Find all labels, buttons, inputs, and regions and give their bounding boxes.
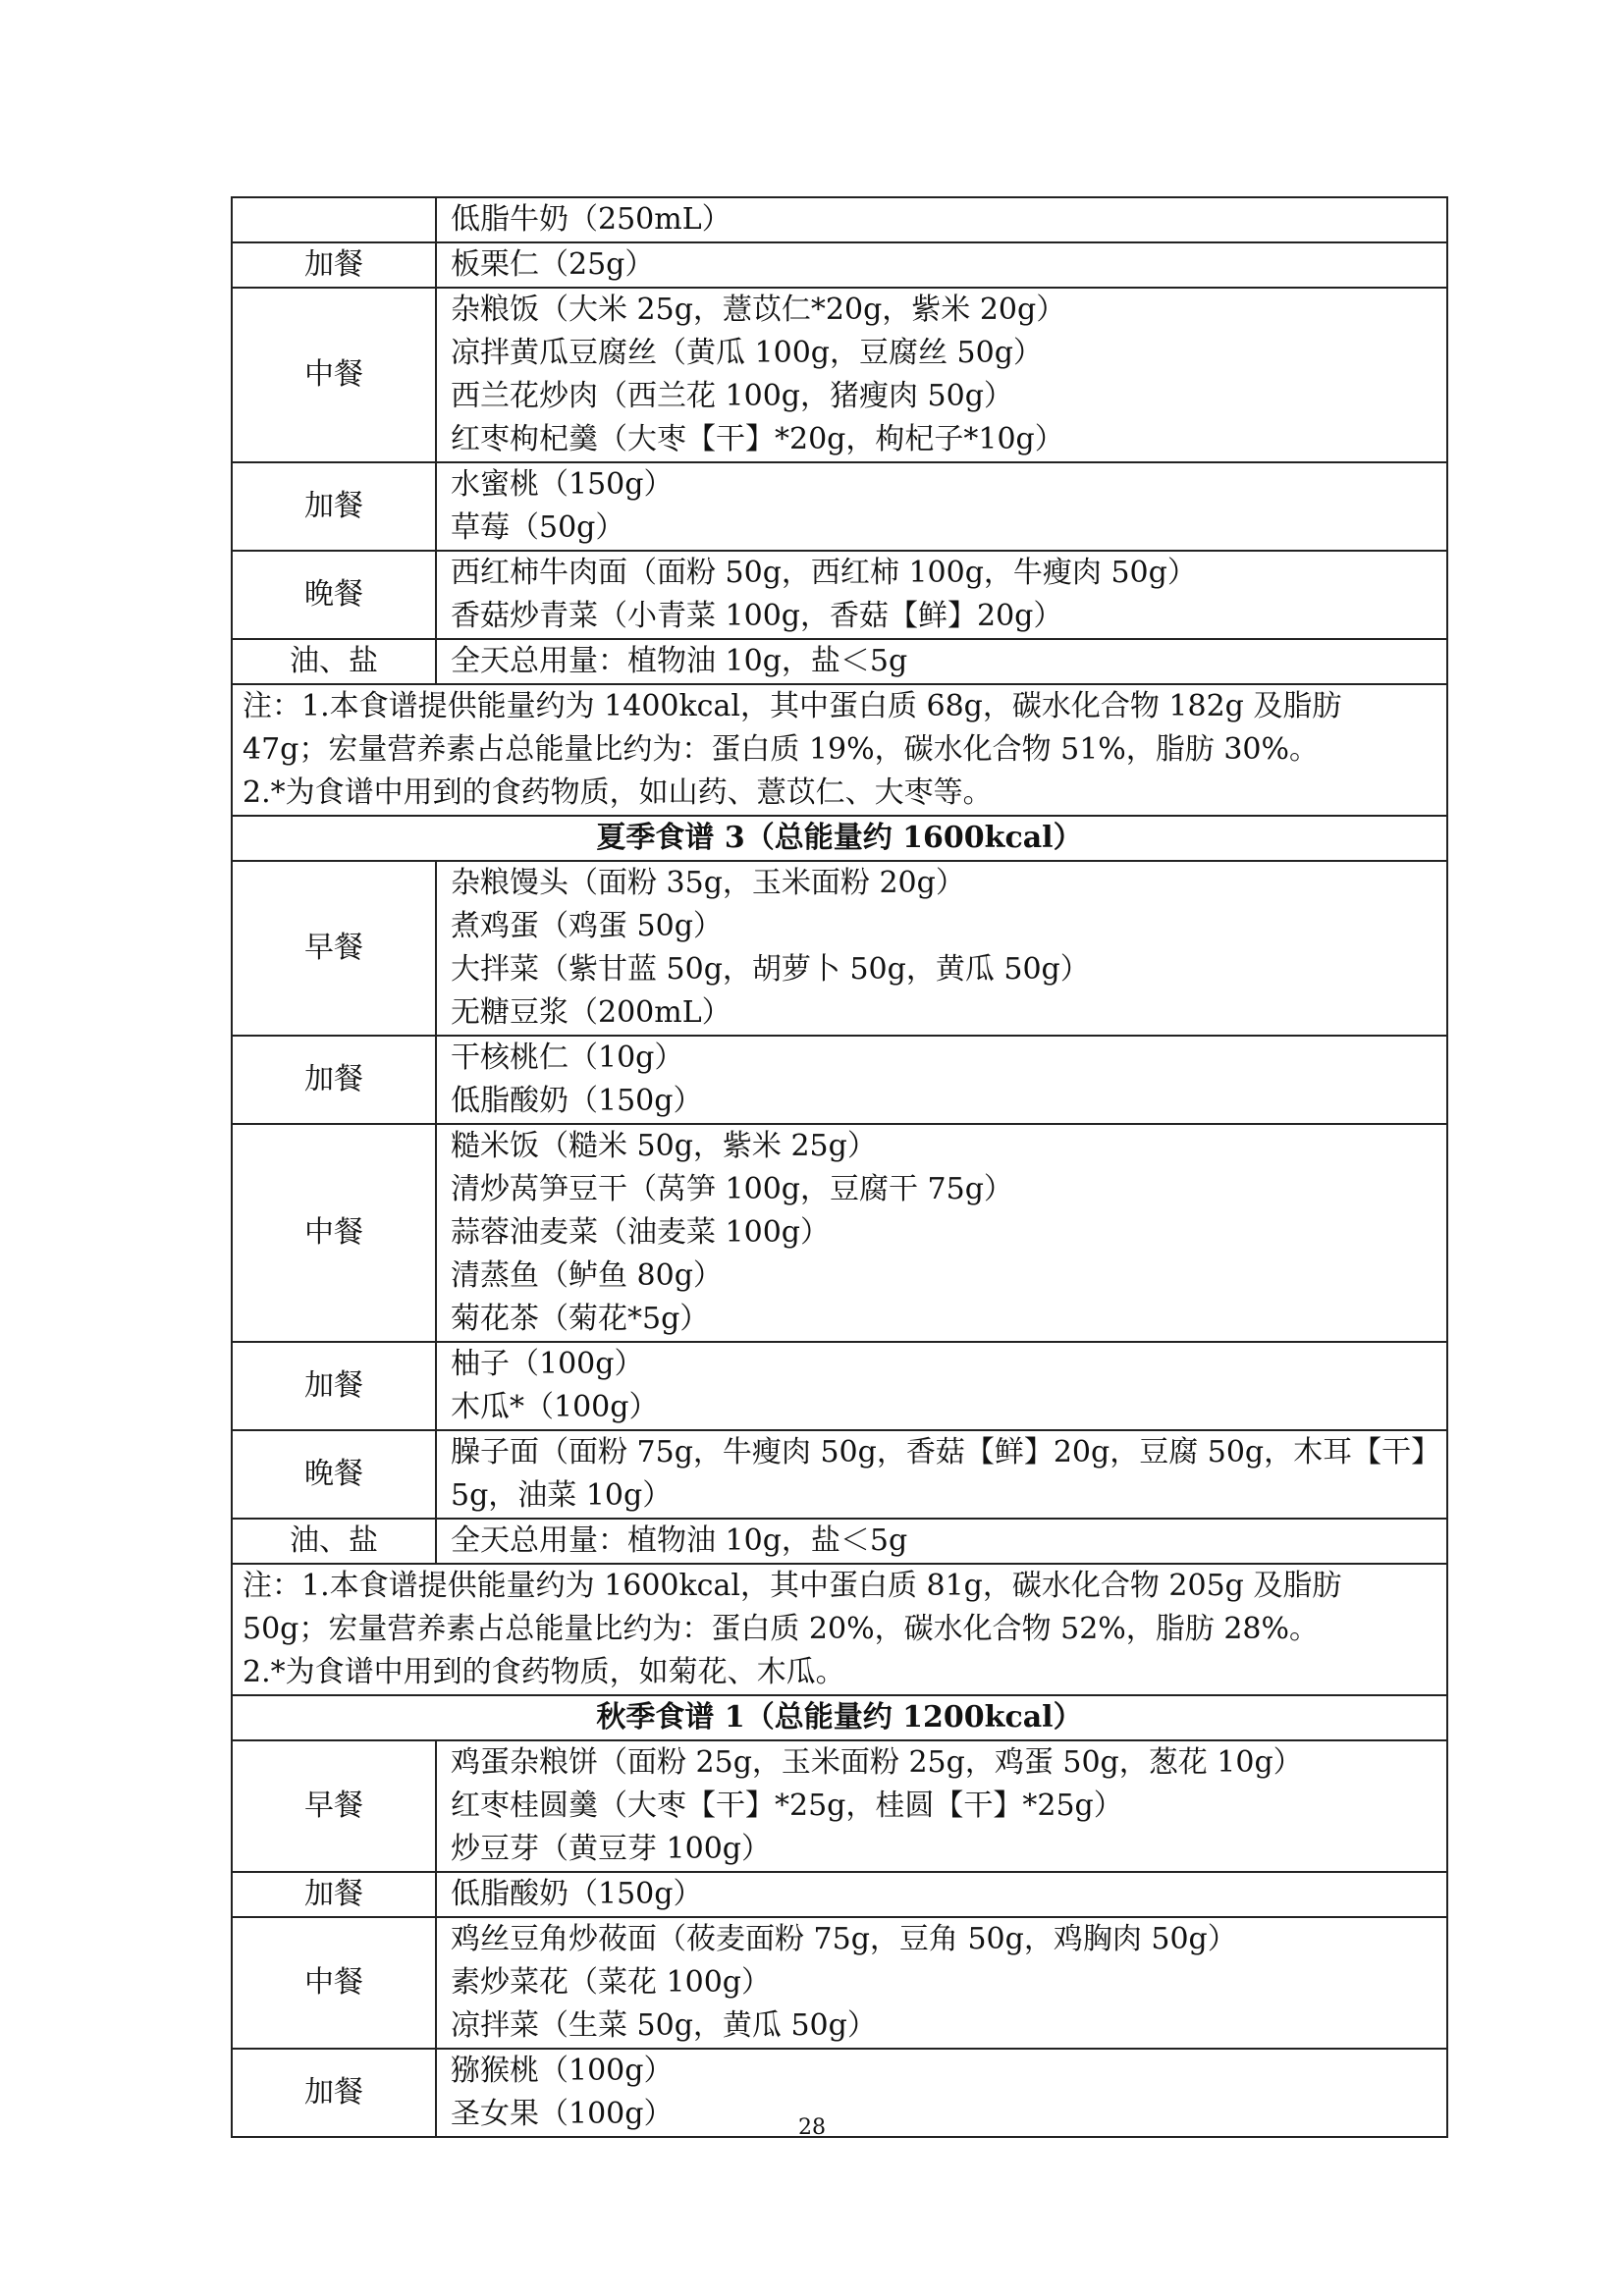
meal-row	[232, 1917, 1447, 2049]
meal-row	[232, 1342, 1447, 1430]
meal-item: 凉拌黄瓜豆腐丝（黄瓜 100g，豆腐丝 50g）	[451, 336, 1043, 370]
note-line: 注：1.本食谱提供能量约为 1400kcal，其中蛋白质 68g，碳水化合物 182g 及脂肪	[243, 689, 1342, 723]
meal-item: 柚子（100g）	[451, 1347, 644, 1381]
meal-name-cell: 油、盐	[232, 639, 436, 684]
meal-item: 杂粮饭（大米 25g，薏苡仁*20g，紫米 20g）	[451, 293, 1066, 327]
meal-item: 全天总用量：植物油 10g，盐＜5g	[451, 1523, 908, 1558]
note-line: 注：1.本食谱提供能量约为 1600kcal，其中蛋白质 81g，碳水化合物 205g 及脂肪	[243, 1569, 1342, 1603]
meal-row	[232, 1124, 1447, 1342]
meal-item: 红枣桂圆羹（大枣【干】*25g，桂圆【干】*25g）	[451, 1789, 1123, 1823]
meal-item: 蒜蓉油麦菜（油麦菜 100g）	[451, 1215, 831, 1250]
meal-items-cell	[436, 1519, 1447, 1564]
meal-items-cell	[436, 861, 1447, 1036]
meal-row	[232, 1872, 1447, 1917]
meal-items-cell	[436, 1124, 1447, 1342]
meal-name-cell: 晚餐	[232, 551, 436, 639]
meal-name-cell: 晚餐	[232, 1430, 436, 1519]
meal-item: 西兰花炒肉（西兰花 100g，猪瘦肉 50g）	[451, 379, 1013, 413]
meal-name-cell: 中餐	[232, 1124, 436, 1342]
meal-item: 圣女果（100g）	[451, 2097, 674, 2131]
menu-title: 秋季食谱 1（总能量约 1200kcal）	[232, 1695, 1447, 1740]
meal-item: 臊子面（面粉 75g，牛瘦肉 50g，香菇【鲜】20g，豆腐 50g，木耳【干】	[451, 1435, 1441, 1469]
meal-item: 水蜜桃（150g）	[451, 467, 674, 502]
meal-name-cell: 中餐	[232, 1917, 436, 2049]
note-line: 2.*为食谱中用到的食药物质，如山药、薏苡仁、大枣等。	[243, 775, 993, 810]
meal-item: 干核桃仁（10g）	[451, 1041, 684, 1075]
meal-item: 菊花茶（菊花*5g）	[451, 1302, 710, 1336]
meal-item: 清炒莴笋豆干（莴笋 100g，豆腐干 75g）	[451, 1172, 1013, 1206]
meal-items-cell	[436, 1430, 1447, 1519]
meal-row	[232, 551, 1447, 639]
meal-item: 大拌菜（紫甘蓝 50g，胡萝卜 50g，黄瓜 50g）	[451, 952, 1090, 987]
meal-items-cell	[436, 551, 1447, 639]
nutrition-note-cell	[232, 684, 1447, 816]
meal-item: 杂粮馒头（面粉 35g，玉米面粉 20g）	[451, 866, 965, 900]
meal-row	[232, 639, 1447, 684]
meal-items-cell	[436, 1036, 1447, 1124]
menu-title-row	[232, 816, 1447, 861]
meal-row	[232, 861, 1447, 1036]
meal-row	[232, 1430, 1447, 1519]
meal-item: 草莓（50g）	[451, 510, 625, 545]
meal-row	[232, 197, 1447, 242]
meal-items-cell	[436, 1342, 1447, 1430]
meal-items-cell	[436, 1740, 1447, 1872]
meal-name-cell: 早餐	[232, 1740, 436, 1872]
meal-items-cell	[436, 288, 1447, 462]
meal-row	[232, 1519, 1447, 1564]
meal-item: 低脂酸奶（150g）	[451, 1877, 703, 1911]
meal-row	[232, 288, 1447, 462]
meal-item: 木瓜*（100g）	[451, 1390, 659, 1424]
menu-title-row	[232, 1695, 1447, 1740]
meal-item: 5g，油菜 10g）	[451, 1478, 673, 1513]
meal-items-cell	[436, 639, 1447, 684]
meal-items-cell	[436, 1917, 1447, 2049]
meal-name-cell: 油、盐	[232, 1519, 436, 1564]
meal-row	[232, 242, 1447, 288]
meal-item: 无糖豆浆（200mL）	[451, 995, 731, 1030]
meal-item: 香菇炒青菜（小青菜 100g，香菇【鲜】20g）	[451, 599, 1063, 633]
meal-name-cell: 加餐	[232, 1872, 436, 1917]
menu-title: 夏季食谱 3（总能量约 1600kcal）	[232, 816, 1447, 861]
menu-table	[231, 196, 1448, 2138]
note-line: 2.*为食谱中用到的食药物质，如菊花、木瓜。	[243, 1655, 845, 1689]
meal-item: 板栗仁（25g）	[451, 247, 655, 282]
meal-items-cell	[436, 1872, 1447, 1917]
meal-name-cell	[232, 197, 436, 242]
meal-row	[232, 1036, 1447, 1124]
meal-item: 猕猴桃（100g）	[451, 2054, 674, 2088]
note-row	[232, 684, 1447, 816]
meal-item: 鸡蛋杂粮饼（面粉 25g，玉米面粉 25g，鸡蛋 50g，葱花 10g）	[451, 1745, 1303, 1780]
meal-item: 素炒菜花（菜花 100g）	[451, 1965, 772, 2000]
meal-name-cell: 早餐	[232, 861, 436, 1036]
meal-items-cell	[436, 242, 1447, 288]
menu-table-body	[232, 197, 1447, 2137]
meal-item: 鸡丝豆角炒莜面（莜麦面粉 75g，豆角 50g，鸡胸肉 50g）	[451, 1922, 1237, 1956]
meal-name-cell: 加餐	[232, 1036, 436, 1124]
note-line: 50g；宏量营养素占总能量比约为：蛋白质 20%，碳水化合物 52%，脂肪 28%。	[243, 1612, 1320, 1646]
meal-item: 清蒸鱼（鲈鱼 80g）	[451, 1258, 723, 1293]
meal-name-cell: 加餐	[232, 2049, 436, 2137]
meal-item: 全天总用量：植物油 10g，盐＜5g	[451, 644, 908, 678]
meal-item: 低脂酸奶（150g）	[451, 1084, 703, 1118]
meal-item: 凉拌菜（生菜 50g，黄瓜 50g）	[451, 2008, 877, 2043]
meal-name-cell: 加餐	[232, 242, 436, 288]
page-number: 28	[798, 2115, 826, 2140]
meal-item: 低脂牛奶（250mL）	[451, 202, 731, 237]
meal-name-cell: 中餐	[232, 288, 436, 462]
meal-item: 红枣枸杞羹（大枣【干】*20g，枸杞子*10g）	[451, 422, 1064, 456]
meal-items-cell	[436, 462, 1447, 551]
nutrition-note-cell	[232, 1564, 1447, 1695]
meal-items-cell	[436, 197, 1447, 242]
meal-name-cell: 加餐	[232, 1342, 436, 1430]
meal-row	[232, 1740, 1447, 1872]
meal-item: 糙米饭（糙米 50g，紫米 25g）	[451, 1129, 877, 1163]
meal-name-cell: 加餐	[232, 462, 436, 551]
meal-item: 煮鸡蛋（鸡蛋 50g）	[451, 909, 723, 943]
meal-row	[232, 462, 1447, 551]
note-line: 47g；宏量营养素占总能量比约为：蛋白质 19%，碳水化合物 51%，脂肪 30%。	[243, 732, 1320, 767]
meal-item: 西红柿牛肉面（面粉 50g，西红柿 100g，牛瘦肉 50g）	[451, 556, 1197, 590]
note-row	[232, 1564, 1447, 1695]
meal-item: 炒豆芽（黄豆芽 100g）	[451, 1832, 772, 1866]
